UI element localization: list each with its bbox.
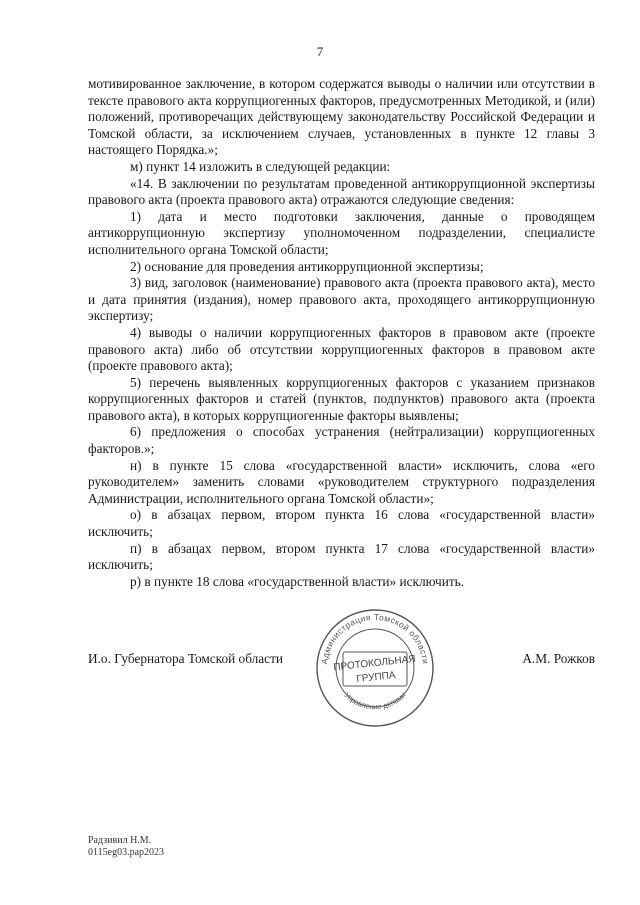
paragraph: п) в абзацах первом, втором пункта 17 слова «государственной власти» исключить;: [88, 540, 595, 573]
stamp-ring-text: Администрация Томской области: [319, 611, 431, 665]
paragraph: 4) выводы о наличии коррупциогенных факторов в правовом акте (проекте правового акта) либо об отсутствии коррупциогенных факторов в правовом акте (проекте правового акта);: [88, 324, 595, 374]
svg-text:Управление делами: [342, 690, 407, 711]
footer: [88, 835, 164, 859]
paragraph: 2) основание для проведения антикоррупционной экспертизы;: [130, 258, 484, 274]
paragraph: 1) дата и место подготовки заключения, данные о проводящем антикоррупционную экспертизу уполномоченном подразделении, специалисте исполнительного органа Томской области;: [88, 208, 595, 257]
paragraph: о) в абзацах первом, втором пункта 16 слова «государственной власти» исключить;: [88, 507, 595, 540]
signatory-name: А.М. Рожков: [522, 651, 595, 666]
stamp-center-line1: ПРОТОКОЛЬНАЯ: [332, 653, 417, 674]
stamp-center-line2: ГРУППА: [355, 669, 397, 685]
stamp-ring-bottom-text: Управление делами: [342, 690, 408, 712]
page-number: 7: [316, 44, 324, 59]
paragraph: м) пункт 14 изложить в следующей редакции:: [130, 158, 391, 174]
paragraph: 6) предложения о способах устранения (нейтрализации) коррупциогенных факторов.»;: [88, 424, 595, 457]
paragraph: «14. В заключении по результатам проведенной антикоррупционной экспертизы правового акта (проекта правового акта) отражаются следующие сведения:: [88, 175, 595, 208]
paragraph: р) в пункте 18 слова «государственной власти» исключить.: [130, 573, 465, 589]
document-body: [88, 76, 595, 590]
executor-name: Радзивил Н.М.: [88, 835, 152, 846]
paragraph: мотивированное заключение, в котором содержатся выводы о наличии или отсутствии в тексте правового акта коррупциогенных факторов, предусмотренных Методикой, и (или) положений, противоречащих действующему законодательству Российской Федерации и Томской области, за исключением случаев, установленных в пункте 12 главы 3 настоящего Порядка.»;: [88, 76, 595, 158]
file-code: 0115eg03.pap2023: [88, 847, 165, 858]
paragraph: 3) вид, заголовок (наименование) правового акта (проекта правового акта), место и дата принятия (издания), номер правового акта, проходящего антикоррупционную экспертизу;: [88, 275, 595, 324]
protocol-stamp: [313, 606, 437, 730]
signatory-position: И.о. Губернатора Томской области: [88, 651, 284, 666]
paragraph: 5) перечень выявленных коррупциогенных факторов с указанием признаков коррупциогенных факторов и статей (пунктов, подпунктов) правового акта (проекта правового акта), в которых коррупциогенные факторы выявлены;: [88, 374, 595, 423]
paragraph: н) в пункте 15 слова «государственной власти» исключить, слова «его руководителем» заменить словами «руководителем структурного подразделения Администрации, исполнительного органа Томской области»;: [88, 457, 595, 506]
